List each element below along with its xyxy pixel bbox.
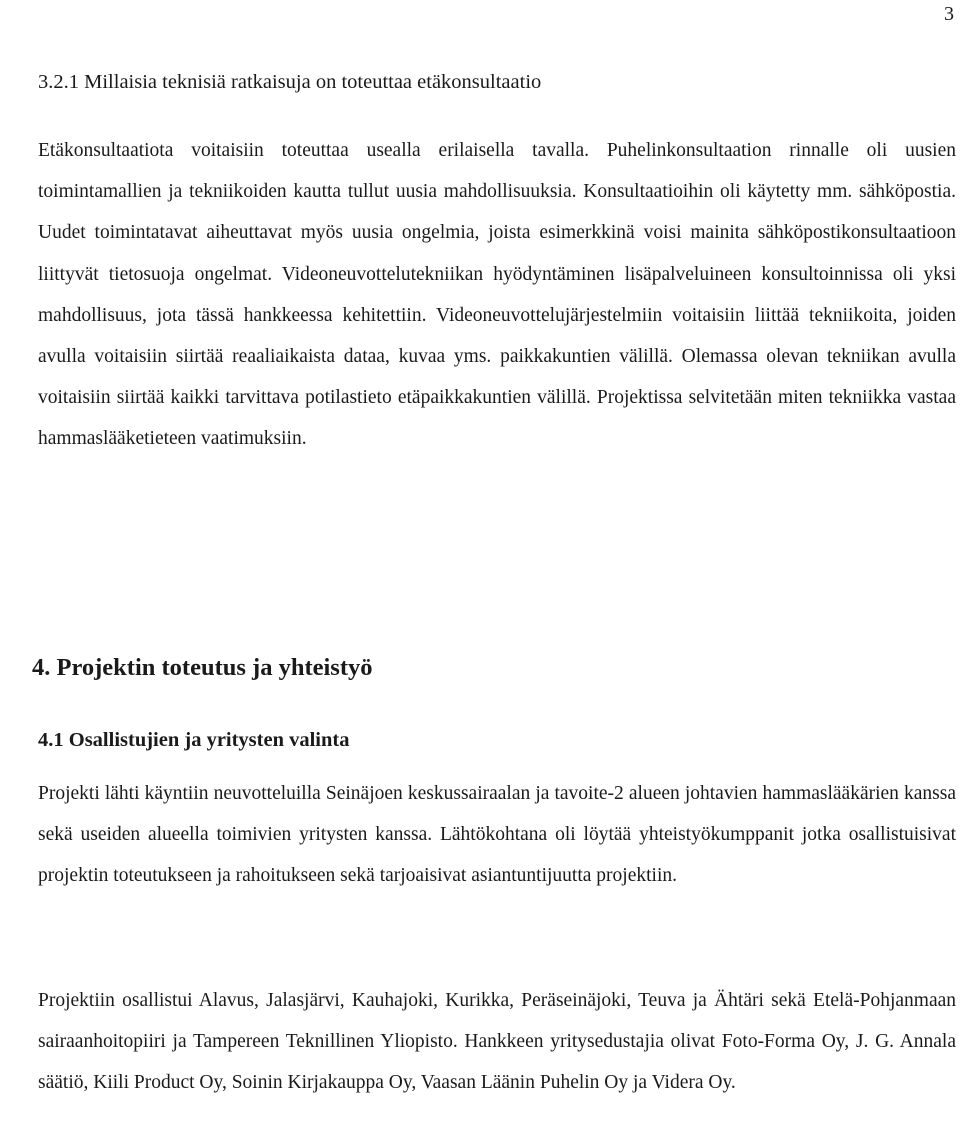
section-4-1-paragraph-1: Projekti lähti käyntiin neuvotteluilla Seinäjoen keskussairaalan ja tavoite-2 alueen johtavien hammaslääkärien kanssa sekä useiden alueella toimivien yritysten kanssa. Lähtökohtana oli löytää yhteistyökumppanit jotka osallistuisivat projektin toteutukseen ja rahoitukseen sekä tarjoaisivat asiantuntijuutta projektiin. [38,783,956,887]
section-3-2-1-paragraph: Etäkonsultaatiota voitaisiin toteuttaa usealla erilaisella tavalla. Puhelinkonsultaation rinnalle oli uusien toimintamallien ja tekniikoiden kautta tullut uusia mahdollisuuksia. Konsultaatioihin oli käytetty mm. sähköpostia. Uudet toimintatavat aiheuttavat myös uusia ongelmia, joista esimerkkinä voisi mainita sähköpostikonsultaatioon liittyvät tietosuoja ongelmat. Videoneuvottelutekniikan hyödyntäminen lisäpalveluineen konsultoinnissa oli yksi mahdollisuus, jota tässä hankkeessa kehitettiin. Videoneuvottelujärjestelmiin voitaisiin liittää tekniikoita, joiden avulla voitaisiin siirtää reaaliaikaista dataa, kuvaa yms. paikkakuntien välillä. Olemassa olevan tekniikan avulla voitaisiin siirtää kaikki tarvittava potilastieto etäpaikkakuntien välillä. Projektissa selvitetään miten tekniikka vastaa hammaslääketieteen vaatimuksiin. [38,140,956,450]
section-heading-4-1: 4.1 Osallistujien ja yritysten valinta [38,729,350,751]
section-heading-3-2-1: 3.2.1 Millaisia teknisiä ratkaisuja on toteuttaa etäkonsultaatio [38,71,542,93]
chapter-heading-4: 4. Projektin toteutus ja yhteistyö [32,654,373,681]
page-number: 3 [944,3,954,25]
section-4-1-paragraph-2: Projektiin osallistui Alavus, Jalasjärvi, Kauhajoki, Kurikka, Peräseinäjoki, Teuva ja Ähtäri sekä Etelä-Pohjanmaan sairaanhoitopiiri ja Tampereen Teknillinen Yliopisto. Hankkeen yritysedustajia olivat Foto-Forma Oy, J. G. Annala säätiö, Kiili Product Oy, Soinin Kirjakauppa Oy, Vaasan Läänin Puhelin Oy ja Videra Oy. [38,990,956,1094]
